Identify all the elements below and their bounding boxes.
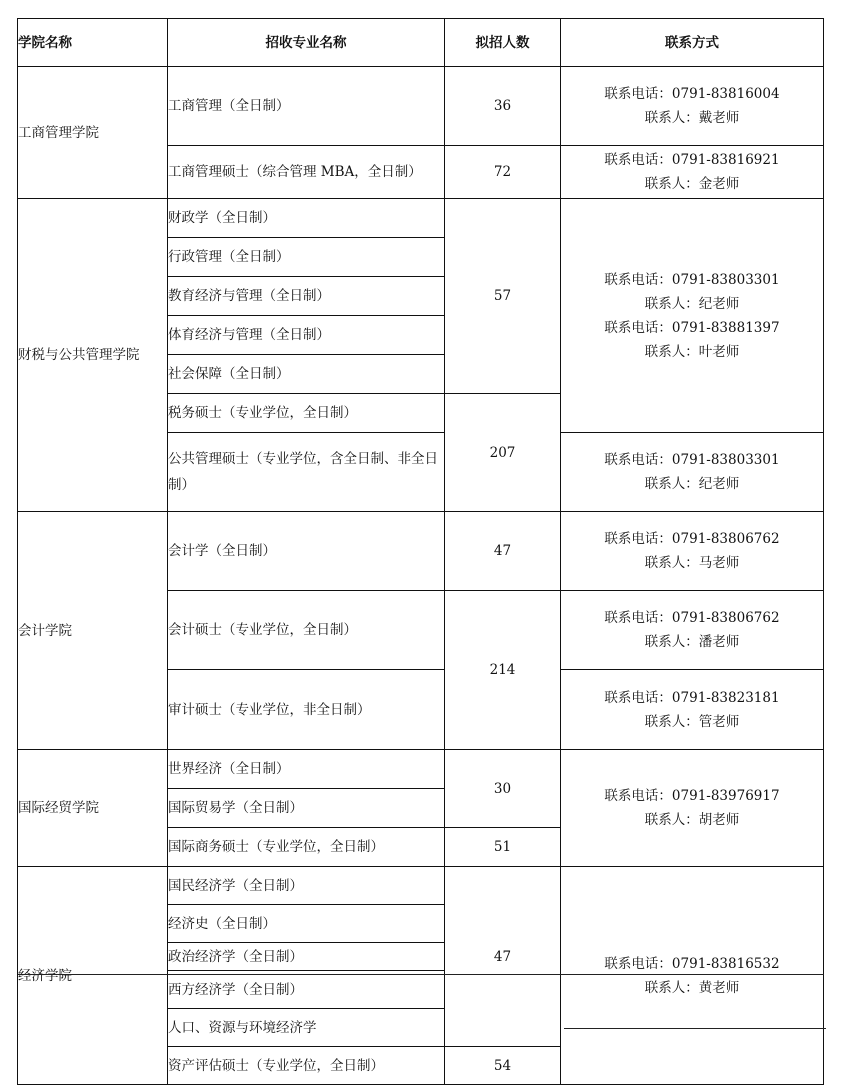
major-name: 西方经济学（全日制） (168, 971, 445, 1009)
contact-phone: 联系电话：0791-83803301 (604, 452, 780, 468)
header-college: 学院名称 (18, 19, 168, 67)
major-name: 资产评估硕士（专业学位，全日制） (168, 1047, 445, 1085)
major-name: 行政管理（全日制） (168, 238, 445, 277)
major-name: 工商管理硕士（综合管理 MBA，全日制） (168, 146, 445, 199)
stray-rule (18, 974, 824, 975)
major-name: 会计学（全日制） (168, 512, 445, 591)
contact-phone: 联系电话：0791-83816921 (604, 152, 780, 168)
quota-value: 54 (445, 1047, 561, 1085)
quota-value: 214 (445, 591, 561, 750)
college-name: 会计学院 (18, 512, 168, 750)
college-name: 国际经贸学院 (18, 750, 168, 867)
quota-value: 57 (445, 199, 561, 394)
contact-person: 联系人：纪老师 (644, 295, 740, 312)
table-row (18, 867, 824, 905)
contact-cell (561, 67, 824, 146)
contact-person: 联系人：管老师 (644, 713, 740, 730)
major-name: 国际商务硕士（专业学位，全日制） (168, 828, 445, 867)
contact-phone: 联系电话：0791-83976917 (604, 788, 780, 804)
contact-phone: 联系电话：0791-83881397 (604, 319, 780, 336)
quota-value: 36 (445, 67, 561, 146)
college-name: 工商管理学院 (18, 67, 168, 199)
contact-cell (561, 867, 824, 1085)
table-row (18, 512, 824, 591)
contact-person: 联系人：金老师 (644, 176, 740, 192)
contact-phone: 联系电话：0791-83823181 (604, 689, 780, 706)
major-name: 人口、资源与环境经济学 (168, 1009, 445, 1047)
contact-cell (561, 433, 824, 512)
major-name: 体育经济与管理（全日制） (168, 316, 445, 355)
contact-cell (561, 512, 824, 591)
major-name: 社会保障（全日制） (168, 355, 445, 394)
table-row (18, 67, 824, 146)
college-name: 财税与公共管理学院 (18, 199, 168, 512)
contact-person: 联系人：黄老师 (644, 979, 740, 996)
contact-cell (561, 591, 824, 670)
quota-value: 207 (445, 394, 561, 512)
quota-value: 51 (445, 828, 561, 867)
contact-cell (561, 199, 824, 433)
contact-person: 联系人：叶老师 (644, 343, 740, 360)
major-name: 审计硕士（专业学位，非全日制） (168, 670, 445, 750)
contact-person: 联系人：胡老师 (644, 812, 740, 828)
major-name: 财政学（全日制） (168, 199, 445, 238)
quota-value: 30 (445, 750, 561, 828)
contact-cell (561, 146, 824, 199)
contact-person: 联系人：马老师 (644, 555, 740, 571)
enrollment-table (17, 18, 824, 1085)
contact-phone: 联系电话：0791-83803301 (604, 271, 780, 288)
table-row (18, 750, 824, 789)
contact-person: 联系人：潘老师 (644, 634, 740, 650)
quota-value: 72 (445, 146, 561, 199)
contact-phone: 联系电话：0791-83816532 (604, 955, 780, 972)
major-name: 政治经济学（全日制） (168, 943, 445, 971)
major-name: 国际贸易学（全日制） (168, 789, 445, 828)
header-row (18, 19, 824, 67)
contact-person: 联系人：戴老师 (644, 110, 740, 126)
header-contact: 联系方式 (561, 19, 824, 67)
major-name: 国民经济学（全日制） (168, 867, 445, 905)
quota-value: 47 (445, 867, 561, 1047)
contact-phone: 联系电话：0791-83816004 (604, 86, 780, 102)
major-name: 世界经济（全日制） (168, 750, 445, 789)
contact-person: 联系人：纪老师 (644, 476, 740, 492)
major-name: 教育经济与管理（全日制） (168, 277, 445, 316)
college-name: 经济学院 (18, 867, 168, 1085)
major-name: 经济史（全日制） (168, 905, 445, 943)
quota-value: 47 (445, 512, 561, 591)
table-row (18, 199, 824, 238)
contact-cell (561, 750, 824, 867)
contact-phone: 联系电话：0791-83806762 (604, 610, 780, 626)
major-name: 税务硕士（专业学位，全日制） (168, 394, 445, 433)
header-major: 招收专业名称 (168, 19, 445, 67)
major-name: 工商管理（全日制） (168, 67, 445, 146)
contact-cell (561, 670, 824, 750)
major-name: 公共管理硕士（专业学位，含全日制、非全日制） (168, 433, 445, 512)
contact-phone: 联系电话：0791-83806762 (604, 531, 780, 547)
header-quota: 拟招人数 (445, 19, 561, 67)
stray-rule (564, 1028, 826, 1029)
major-name: 会计硕士（专业学位，全日制） (168, 591, 445, 670)
